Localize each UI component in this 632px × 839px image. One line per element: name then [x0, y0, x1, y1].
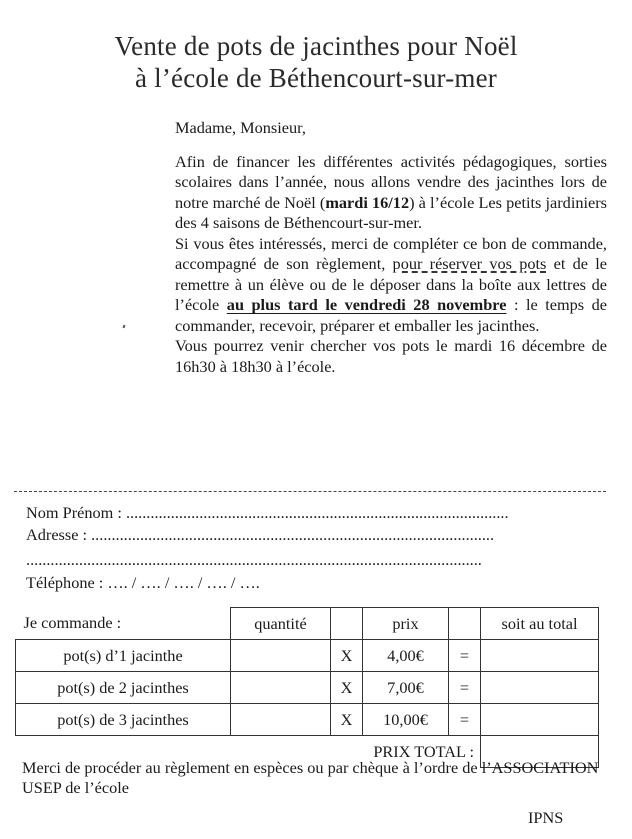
paragraph-pickup: Vous pourrez venir chercher vos pots le mardi 16 décembre de 16h30 à 18h30 à l’école.	[175, 336, 607, 376]
deadline: au plus tard le vendredi 28 novembre	[226, 295, 507, 314]
header-total: soit au total	[481, 608, 599, 640]
line-total-input[interactable]	[481, 704, 599, 736]
paragraph-intro	[175, 152, 607, 234]
letter-body	[175, 118, 607, 377]
times-sign: X	[331, 672, 363, 704]
name-label: Nom Prénom :	[26, 503, 126, 522]
equals-sign: =	[449, 672, 481, 704]
document-title	[0, 30, 632, 94]
phone-label: Téléphone :	[26, 573, 108, 592]
address-field[interactable]	[26, 525, 596, 545]
times-sign: X	[331, 704, 363, 736]
header-price: prix	[363, 608, 449, 640]
instructions-text-1: Si vous êtes intéressés, merci de compléter ce bon de commande, accompagné de son règlement,	[175, 233, 607, 273]
grand-total-label: PRIX TOTAL :	[373, 741, 474, 761]
unit-price: 4,00€	[363, 640, 449, 672]
order-table	[15, 607, 599, 768]
order-table-header	[16, 608, 599, 640]
name-dots: ..............................................................................................	[125, 503, 509, 522]
header-quantity: quantité	[231, 608, 331, 640]
unit-price: 10,00€	[363, 704, 449, 736]
paragraph-instructions	[175, 234, 607, 337]
item-name: pot(s) de 2 jacinthes	[16, 672, 231, 704]
equals-sign: =	[449, 640, 481, 672]
instructions-text-3: : le temps de commander, recevoir, préparer et emballer les jacinthes.	[175, 295, 607, 335]
scan-speck	[123, 325, 126, 329]
header-times-blank	[331, 608, 363, 640]
equals-sign: =	[449, 704, 481, 736]
payment-note: Merci de procéder au règlement en espèces ou par chèque à l’ordre de l’ASSOCIATION USEP de l’école	[22, 758, 599, 797]
address-field-line-2[interactable]	[26, 550, 588, 570]
phone-field[interactable]	[26, 573, 426, 593]
line-total-input[interactable]	[481, 672, 599, 704]
quantity-input[interactable]	[231, 672, 331, 704]
address-label: Adresse :	[26, 525, 92, 544]
phone-pattern: …. / …. / …. / …. / ….	[107, 573, 260, 592]
market-date: mardi 16/12	[325, 192, 410, 212]
order-label: Je commande :	[16, 608, 231, 640]
header-equals-blank	[449, 608, 481, 640]
item-name: pot(s) de 3 jacinthes	[16, 704, 231, 736]
cut-line	[14, 491, 606, 492]
table-row	[16, 640, 599, 672]
times-sign: X	[331, 640, 363, 672]
unit-price: 7,00€	[363, 672, 449, 704]
address-dots-2: ................................................................................................................	[26, 550, 482, 569]
title-line-1: Vente de pots de jacinthes pour Noël	[114, 31, 518, 61]
salutation: Madame, Monsieur,	[175, 118, 306, 137]
instructions-text-2: et de le remettre à un élève ou de le déposer dans la boîte aux lettres de l’école	[175, 254, 608, 314]
intro-text-2: ) à l’école Les petits jardiniers des 4 saisons de Béthencourt-sur-mer.	[175, 192, 607, 232]
quantity-input[interactable]	[231, 704, 331, 736]
title-line-2: à l’école de Béthencourt-sur-mer	[135, 63, 497, 93]
item-name: pot(s) d’1 jacinthe	[16, 640, 231, 672]
line-total-input[interactable]	[481, 640, 599, 672]
table-row	[16, 672, 599, 704]
table-row	[16, 704, 599, 736]
intro-text-1: Afin de financer les différentes activités pédagogiques, sorties scolaires dans l’année, nous allons vendre des jacinthes lors de notre marché de Noël (	[175, 151, 607, 212]
ipns-mention: IPNS	[528, 808, 564, 827]
quantity-input[interactable]	[231, 640, 331, 672]
name-field[interactable]	[26, 503, 608, 523]
address-dots: ...................................................................................................	[91, 525, 495, 544]
reserve-emphasis: pour réserver vos pots	[392, 254, 547, 273]
